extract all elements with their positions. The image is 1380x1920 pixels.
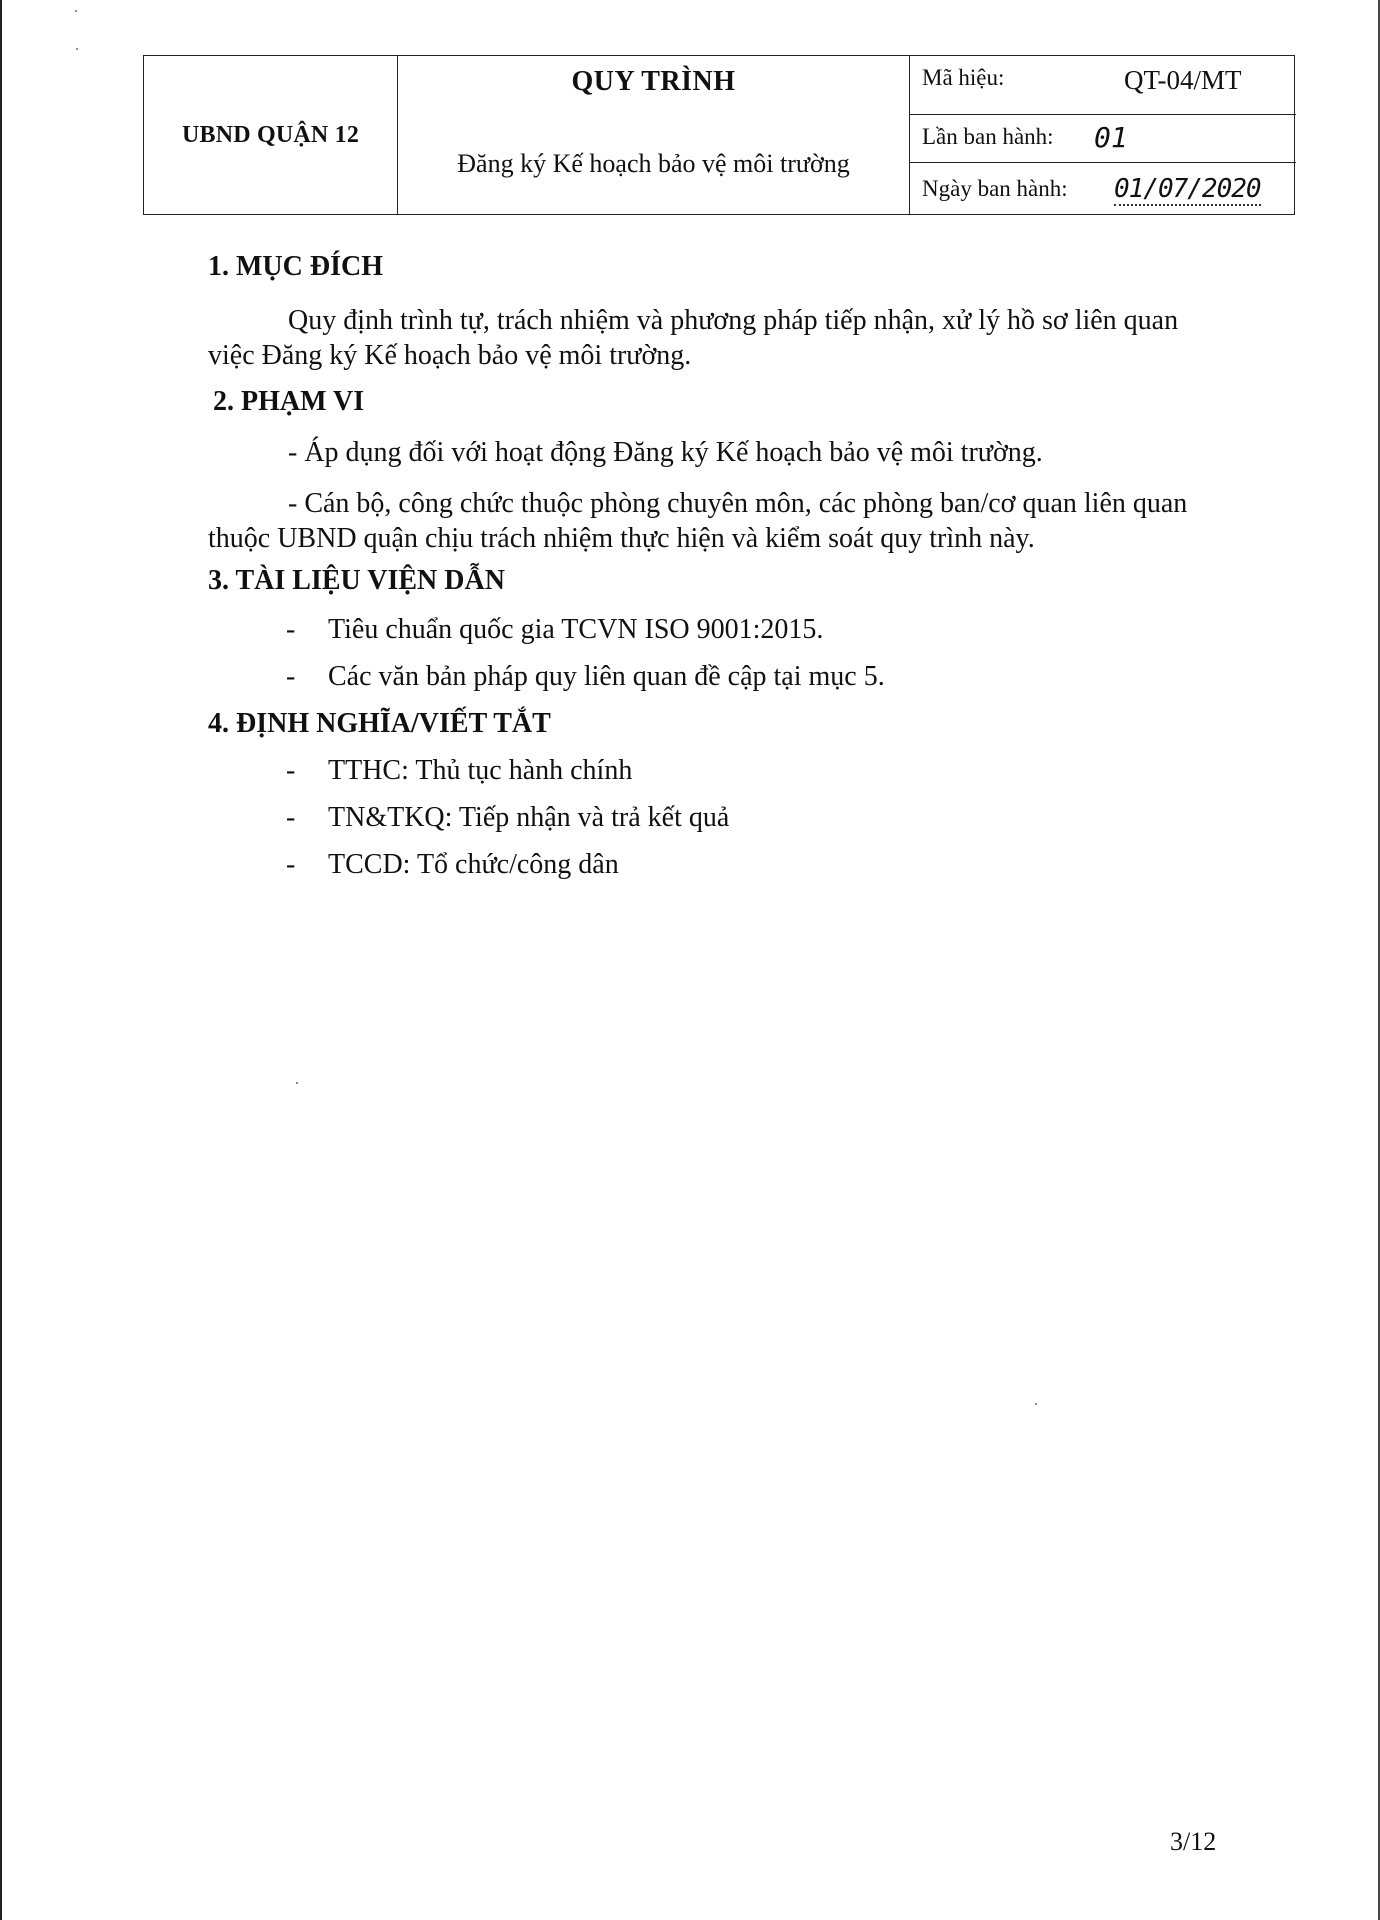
issue-date-label: Ngày ban hành: bbox=[922, 176, 1068, 201]
doc-code-label: Mã hiệu: bbox=[922, 65, 1005, 90]
scan-speck bbox=[76, 48, 78, 50]
list-item bbox=[286, 802, 729, 834]
scan-speck bbox=[75, 10, 77, 12]
document-type: QUY TRÌNH bbox=[571, 66, 736, 97]
definition-item-3: TCCD: Tổ chức/công dân bbox=[328, 849, 619, 880]
issue-date-row bbox=[910, 163, 1296, 216]
doc-code-row bbox=[910, 56, 1296, 115]
scope-item-2-line-2: thuộc UBND quận chịu trách nhiệm thực hiện và kiểm soát quy trình này. bbox=[208, 523, 1035, 554]
section-definitions-title: 4. ĐỊNH NGHĨA/VIẾT TẮT bbox=[208, 708, 551, 739]
header-organization-cell bbox=[144, 56, 398, 214]
scope-item-2-line-1: - Cán bộ, công chức thuộc phòng chuyên môn, các phòng ban/cơ quan liên quan bbox=[288, 488, 1188, 519]
issue-number-value: 01 bbox=[1094, 121, 1128, 154]
list-dash: - bbox=[286, 849, 296, 880]
section-references-title: 3. TÀI LIỆU VIỆN DẪN bbox=[208, 565, 505, 596]
document-title: Đăng ký Kế hoạch bảo vệ môi trường bbox=[457, 149, 850, 178]
header-title-cell bbox=[398, 56, 910, 214]
scope-item-1: - Áp dụng đối với hoạt động Đăng ký Kế hoạch bảo vệ môi trường. bbox=[288, 437, 1043, 468]
doc-code-value: QT-04/MT bbox=[1124, 65, 1242, 95]
section-purpose-title: 1. MỤC ĐÍCH bbox=[208, 251, 383, 282]
definition-item-1: TTHC: Thủ tục hành chính bbox=[328, 755, 633, 786]
purpose-text-line-2: việc Đăng ký Kế hoạch bảo vệ môi trường. bbox=[208, 340, 692, 371]
list-dash: - bbox=[286, 802, 296, 833]
list-item bbox=[286, 614, 823, 646]
reference-item-2: Các văn bản pháp quy liên quan đề cập tại mục 5. bbox=[328, 661, 885, 692]
purpose-text-line-1: Quy định trình tự, trách nhiệm và phương pháp tiếp nhận, xử lý hồ sơ liên quan bbox=[288, 305, 1179, 336]
header-meta-cell bbox=[910, 56, 1296, 214]
issue-date-value: 01/07/2020 bbox=[1114, 174, 1261, 204]
list-dash: - bbox=[286, 755, 296, 786]
list-item bbox=[286, 661, 885, 693]
scan-speck bbox=[1035, 1403, 1037, 1405]
organization-name: UBND QUẬN 12 bbox=[181, 121, 360, 148]
section-scope-title: 2. PHẠM VI bbox=[213, 386, 365, 417]
list-dash: - bbox=[286, 614, 296, 645]
list-item bbox=[286, 755, 632, 787]
reference-item-1: Tiêu chuẩn quốc gia TCVN ISO 9001:2015. bbox=[328, 614, 824, 645]
document-header-table bbox=[143, 55, 1295, 215]
scan-speck bbox=[296, 1082, 298, 1084]
issue-number-label: Lần ban hành: bbox=[922, 124, 1054, 149]
list-dash: - bbox=[286, 661, 296, 692]
page-left-edge bbox=[0, 0, 2, 1920]
list-item bbox=[286, 849, 619, 881]
definition-item-2: TN&TKQ: Tiếp nhận và trả kết quả bbox=[328, 802, 730, 833]
issue-number-row bbox=[910, 115, 1296, 163]
page-number: 3/12 bbox=[1170, 1827, 1217, 1856]
